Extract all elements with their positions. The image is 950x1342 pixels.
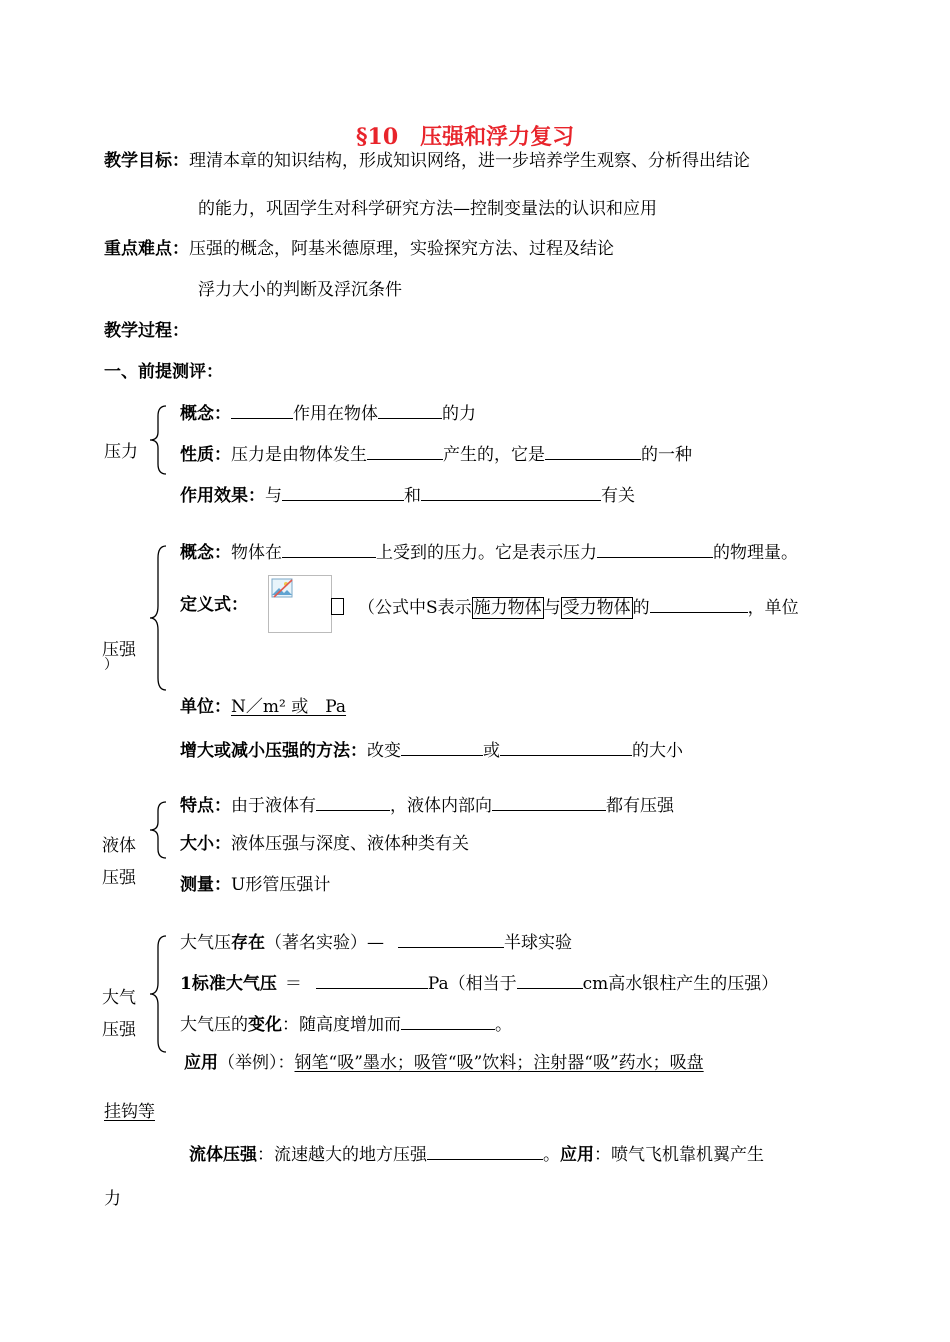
fluid-app-label: 应用 xyxy=(560,1145,594,1165)
side-label-pressure: 压强 xyxy=(102,640,136,660)
l-measure-label: 测量： xyxy=(180,875,231,895)
l-size-text: 液体压强与深度、液体种类有关 xyxy=(231,834,469,854)
fluid-text-b: 。 xyxy=(543,1145,560,1165)
pf-concept-line xyxy=(180,400,476,425)
a-exist-d: 半球实验 xyxy=(504,933,572,953)
l-feature-c: 都有压强 xyxy=(606,796,674,816)
side-label-atmos-1: 大气 xyxy=(102,988,136,1008)
blank[interactable] xyxy=(517,970,583,989)
broken-image-icon xyxy=(271,578,295,600)
side-label-liquid-1: 液体 xyxy=(102,836,136,856)
pf-nature-b: 产生的，它是 xyxy=(443,445,545,465)
pf-nature-c: 的一种 xyxy=(641,445,692,465)
p-method-c: 的大小 xyxy=(632,741,683,761)
brace-liquid xyxy=(146,800,170,860)
section-heading: 一、前提测评： xyxy=(104,362,223,382)
blank[interactable] xyxy=(427,1141,543,1160)
p-concept-a: 物体在 xyxy=(231,543,282,563)
goal-line-1 xyxy=(104,150,750,172)
brace-atmos xyxy=(146,934,170,1054)
side-label-liquid-2: 压强 xyxy=(102,868,136,888)
a-change-b: 变化 xyxy=(248,1015,282,1035)
l-measure-line xyxy=(180,874,330,896)
a-change-d: 。 xyxy=(495,1015,512,1035)
blank[interactable] xyxy=(378,400,442,419)
p-unit-value: N／m² 或 Pa xyxy=(231,697,347,717)
p-method-line xyxy=(180,737,683,762)
key-label: 重点难点： xyxy=(104,239,189,259)
p-def-line xyxy=(331,594,799,619)
a-std-line xyxy=(180,970,778,995)
blank[interactable] xyxy=(492,792,606,811)
l-measure-text: U形管压强计 xyxy=(231,875,331,895)
key-text-2: 浮力大小的判断及浮沉条件 xyxy=(198,280,402,300)
blank[interactable] xyxy=(401,737,483,756)
p-def-box-receiving: 受力物体 xyxy=(562,598,631,618)
a-exist-c: （著名实验）— xyxy=(265,933,384,953)
l-feature-line xyxy=(180,792,674,817)
pf-effect-c: 有关 xyxy=(601,486,635,506)
p-def-a: （公式中S表示 xyxy=(358,598,472,618)
brace-pressure-force xyxy=(146,404,170,476)
p-unit-line xyxy=(180,696,346,718)
p-concept-b: 上受到的压力。它是表示压力 xyxy=(376,543,597,563)
p-method-label: 增大或减小压强的方法： xyxy=(180,741,367,761)
pf-nature-a: 压力是由物体发生 xyxy=(231,445,367,465)
fluid-label: 流体压强 xyxy=(189,1145,257,1165)
l-size-label: 大小： xyxy=(180,834,231,854)
l-feature-b: ，液体内部向 xyxy=(390,796,492,816)
a-exist-a: 大气压 xyxy=(180,933,231,953)
blank[interactable] xyxy=(650,594,748,613)
p-concept-c: 的物理量。 xyxy=(713,543,798,563)
a-std-label: 1标准大气压 xyxy=(180,974,277,994)
brace-pressure xyxy=(146,544,170,692)
goal-text-2: 的能力，巩固学生对科学研究方法—控制变量法的认识和应用 xyxy=(198,199,657,219)
goal-text-1: 理清本章的知识结构，形成知识网络，进一步培养学生观察、分析得出结论 xyxy=(189,151,750,171)
side-label-pressure-force: 压力 xyxy=(104,442,138,462)
pf-effect-b: 和 xyxy=(404,486,421,506)
l-feature-label: 特点： xyxy=(180,796,231,816)
page-title: §10 压强和浮力复习 xyxy=(356,124,575,150)
a-std-a: Pa（相当于 xyxy=(427,974,517,994)
l-feature-a: 由于液体有 xyxy=(231,796,316,816)
pf-nature-label: 性质： xyxy=(180,445,231,465)
blank[interactable] xyxy=(401,1011,495,1030)
side-label-atmos-2: 压强 xyxy=(102,1020,136,1040)
pf-concept-end: 的力 xyxy=(442,404,476,424)
a-exist-b: 存在 xyxy=(231,933,265,953)
blank[interactable] xyxy=(597,539,713,558)
process-label: 教学过程： xyxy=(104,321,189,341)
blank[interactable] xyxy=(500,737,632,756)
blank[interactable] xyxy=(367,441,443,460)
p-concept-label: 概念： xyxy=(180,543,231,563)
pf-nature-line xyxy=(180,441,692,466)
a-app-line xyxy=(184,1052,704,1074)
side-paren: ） xyxy=(104,657,118,673)
fluid-line xyxy=(189,1141,764,1166)
a-std-b: cm高水银柱产生的压强） xyxy=(582,974,779,994)
p-method-b: 或 xyxy=(483,741,500,761)
fluid-cont: 力 xyxy=(104,1189,121,1209)
p-def-c: ，单位 xyxy=(747,598,799,618)
goal-label: 教学目标： xyxy=(104,151,189,171)
blank[interactable] xyxy=(282,539,376,558)
p-def-label: 定义式： xyxy=(180,595,248,615)
p-method-a: 改变 xyxy=(367,741,401,761)
blank[interactable] xyxy=(545,441,641,460)
a-std-eq: ＝ xyxy=(284,974,302,994)
formula-image-placeholder xyxy=(268,575,332,633)
a-change-a: 大气压的 xyxy=(180,1015,248,1035)
pf-effect-a: 与 xyxy=(265,486,282,506)
blank[interactable] xyxy=(316,970,428,989)
blank[interactable] xyxy=(282,482,404,501)
a-app-text: 钢笔“吸”墨水；吸管“吸”饮料；注射器“吸”药水；吸盘 xyxy=(294,1053,704,1073)
l-size-line xyxy=(180,833,469,855)
p-concept-line xyxy=(180,539,798,564)
blank[interactable] xyxy=(316,792,390,811)
p-unit-label: 单位： xyxy=(180,697,231,717)
p-def-b: 的 xyxy=(632,598,650,618)
a-app-cont: 挂钩等 xyxy=(104,1102,155,1122)
key-text-1: 压强的概念，阿基米德原理，实验探究方法、过程及结论 xyxy=(189,239,614,259)
a-app-paren: （举例）： xyxy=(218,1053,295,1073)
pf-concept-label: 概念： xyxy=(180,404,231,424)
fluid-text-a: ：流速越大的地方压强 xyxy=(257,1145,427,1165)
pf-effect-line xyxy=(180,482,635,507)
symbol-box xyxy=(331,598,344,615)
p-def-mid: 与 xyxy=(543,598,561,618)
a-change-line xyxy=(180,1011,512,1036)
a-change-c: ：随高度增加而 xyxy=(282,1015,401,1035)
blank[interactable] xyxy=(231,400,293,419)
p-def-box-applying: 施力物体 xyxy=(473,598,542,618)
pf-effect-label: 作用效果： xyxy=(180,486,265,506)
key-line-1 xyxy=(104,238,614,260)
fluid-app-text: ：喷气飞机靠机翼产生 xyxy=(594,1145,764,1165)
a-app-label: 应用 xyxy=(184,1053,218,1073)
blank[interactable] xyxy=(421,482,601,501)
a-exist-line xyxy=(180,929,572,954)
blank[interactable] xyxy=(398,929,504,948)
pf-concept-mid: 作用在物体 xyxy=(293,404,378,424)
